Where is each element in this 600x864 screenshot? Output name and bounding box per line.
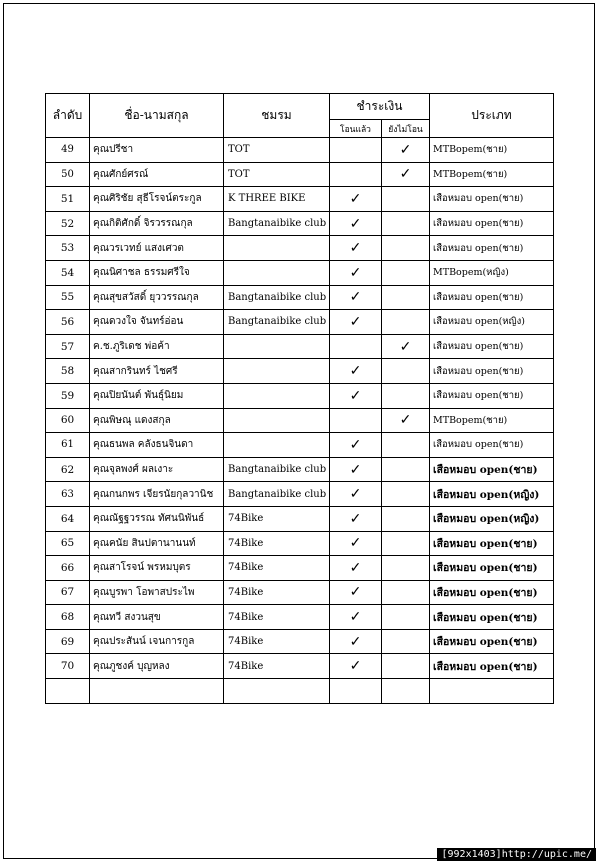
watermark: [992x1403]http://upic.me/ (437, 848, 596, 861)
paid-check: ✓ (330, 285, 382, 310)
row-club (224, 334, 330, 359)
row-number: 49 (46, 138, 90, 163)
unpaid-check (382, 236, 430, 261)
row-number: 57 (46, 334, 90, 359)
row-number: 68 (46, 605, 90, 630)
unpaid-check: ✓ (382, 334, 430, 359)
header-type: ประเภท (430, 94, 554, 138)
row-name: คุณพิษณุ แดงสกุล (90, 408, 224, 433)
row-number: 59 (46, 383, 90, 408)
row-number: 65 (46, 531, 90, 556)
row-club: 74Bike (224, 654, 330, 679)
paid-check: ✓ (330, 629, 382, 654)
paid-check (330, 334, 382, 359)
paid-check: ✓ (330, 482, 382, 507)
row-name: คุณสากรินทร์ ไชศรี (90, 359, 224, 384)
table-row (46, 556, 554, 581)
row-type: เสือหมอบ open(ชาย) (430, 654, 554, 679)
table-row (46, 408, 554, 433)
row-name: ค.ช.ภูริเดช พ่อค้า (90, 334, 224, 359)
row-type: เสือหมอบ open(ชาย) (430, 334, 554, 359)
row-number: 61 (46, 433, 90, 458)
row-type: เสือหมอบ open(ชาย) (430, 211, 554, 236)
row-type: เสือหมอบ open(ชาย) (430, 580, 554, 605)
row-name: คุณคนัย สินปตานานนท์ (90, 531, 224, 556)
row-club (224, 383, 330, 408)
table-row (46, 605, 554, 630)
paid-check (330, 138, 382, 163)
unpaid-check: ✓ (382, 138, 430, 163)
row-number: 62 (46, 457, 90, 482)
table-row (46, 334, 554, 359)
unpaid-check (382, 556, 430, 581)
header-name: ชื่อ-นามสกุล (90, 94, 224, 138)
table-row (46, 457, 554, 482)
row-name: คุณปรีชา (90, 138, 224, 163)
header-unpaid: ยังไม่โอน (382, 120, 430, 138)
row-name: คุณสาโรจน์ พรหมบุตร (90, 556, 224, 581)
row-club (224, 359, 330, 384)
header-payment: ชำระเงิน (330, 94, 430, 120)
paid-check: ✓ (330, 556, 382, 581)
row-club: Bangtanaibike club (224, 285, 330, 310)
row-club: TOT (224, 162, 330, 187)
unpaid-check (382, 457, 430, 482)
paid-check: ✓ (330, 211, 382, 236)
row-type: เสือหมอบ open(ชาย) (430, 556, 554, 581)
header-club: ชมรม (224, 94, 330, 138)
row-number: 50 (46, 162, 90, 187)
header-paid: โอนแล้ว (330, 120, 382, 138)
header-seq: ลำดับ (46, 94, 90, 138)
table-row (46, 211, 554, 236)
row-name: คุณวรเวทย์ แสงเศวต (90, 236, 224, 261)
paid-check: ✓ (330, 531, 382, 556)
row-type: เสือหมอบ open(ชาย) (430, 531, 554, 556)
table-row (46, 654, 554, 679)
unpaid-check (382, 187, 430, 212)
unpaid-check (382, 383, 430, 408)
paid-check: ✓ (330, 457, 382, 482)
row-club: 74Bike (224, 531, 330, 556)
paid-check: ✓ (330, 310, 382, 335)
row-type: เสือหมอบ open(ชาย) (430, 359, 554, 384)
unpaid-check (382, 654, 430, 679)
row-name: คุณศักย์ศรณ์ (90, 162, 224, 187)
row-club: 74Bike (224, 580, 330, 605)
table-row (46, 285, 554, 310)
empty-cell (430, 679, 554, 704)
row-number: 64 (46, 506, 90, 531)
table-row (46, 187, 554, 212)
paid-check: ✓ (330, 433, 382, 458)
row-name: คุณกนกพร เจียรนัยกุลวานิช (90, 482, 224, 507)
row-club: 74Bike (224, 605, 330, 630)
row-type: MTBopem(ชาย) (430, 162, 554, 187)
row-club (224, 433, 330, 458)
row-name: คุณทวี สงวนสุข (90, 605, 224, 630)
unpaid-check (382, 433, 430, 458)
table-row (46, 359, 554, 384)
table-row (46, 260, 554, 285)
row-number: 54 (46, 260, 90, 285)
row-type: เสือหมอบ open(ชาย) (430, 433, 554, 458)
empty-cell (90, 679, 224, 704)
unpaid-check (382, 580, 430, 605)
table-body (46, 138, 554, 704)
row-type: เสือหมอบ open(ชาย) (430, 629, 554, 654)
row-club: K THREE BIKE (224, 187, 330, 212)
row-name: คุณสุขสวัสดิ์ ยุววรรณกุล (90, 285, 224, 310)
table-row (46, 138, 554, 163)
unpaid-check (382, 260, 430, 285)
empty-cell (382, 679, 430, 704)
row-number: 66 (46, 556, 90, 581)
row-type: เสือหมอบ open(หญิง) (430, 482, 554, 507)
row-club: 74Bike (224, 506, 330, 531)
paid-check: ✓ (330, 654, 382, 679)
unpaid-check (382, 506, 430, 531)
row-number: 52 (46, 211, 90, 236)
row-name: คุณปิยนันต์ พันธุ์นิยม (90, 383, 224, 408)
table-row (46, 236, 554, 261)
row-name: คุณดวงใจ จันทร์อ่อน (90, 310, 224, 335)
unpaid-check (382, 482, 430, 507)
row-name: คุณจุลพงศ์ ผลเงาะ (90, 457, 224, 482)
empty-cell (330, 679, 382, 704)
row-type: MTBopem(ชาย) (430, 138, 554, 163)
table-row (46, 629, 554, 654)
row-number: 60 (46, 408, 90, 433)
paid-check: ✓ (330, 605, 382, 630)
row-club: Bangtanaibike club (224, 457, 330, 482)
paid-check: ✓ (330, 359, 382, 384)
row-type: เสือหมอบ open(ชาย) (430, 383, 554, 408)
unpaid-check: ✓ (382, 162, 430, 187)
table-row (46, 531, 554, 556)
row-type: เสือหมอบ open(หญิง) (430, 310, 554, 335)
row-name: คุณบูรพา โอพาสประไพ (90, 580, 224, 605)
row-name: คุณกิติศักดิ์ จิรวรรณกุล (90, 211, 224, 236)
unpaid-check (382, 211, 430, 236)
row-type: MTBopem(หญิง) (430, 260, 554, 285)
row-club: Bangtanaibike club (224, 310, 330, 335)
row-type: เสือหมอบ open(ชาย) (430, 605, 554, 630)
paid-check: ✓ (330, 506, 382, 531)
row-name: คุณประสันน์ เจนการกูล (90, 629, 224, 654)
row-type: เสือหมอบ open(หญิง) (430, 506, 554, 531)
unpaid-check: ✓ (382, 408, 430, 433)
table-row (46, 310, 554, 335)
row-club: 74Bike (224, 556, 330, 581)
row-number: 67 (46, 580, 90, 605)
row-name: คุณนิศาชล ธรรมศรีใจ (90, 260, 224, 285)
row-number: 69 (46, 629, 90, 654)
row-number: 55 (46, 285, 90, 310)
unpaid-check (382, 285, 430, 310)
table-row (46, 506, 554, 531)
paid-check: ✓ (330, 383, 382, 408)
row-club: Bangtanaibike club (224, 211, 330, 236)
table-row (46, 383, 554, 408)
header-row (46, 94, 554, 120)
row-type: เสือหมอบ open(ชาย) (430, 457, 554, 482)
row-club (224, 408, 330, 433)
row-club (224, 260, 330, 285)
paid-check: ✓ (330, 236, 382, 261)
row-name: คุณภูชงค์ บุญหลง (90, 654, 224, 679)
unpaid-check (382, 359, 430, 384)
paid-check (330, 408, 382, 433)
row-club: Bangtanaibike club (224, 482, 330, 507)
unpaid-check (382, 629, 430, 654)
paid-check (330, 162, 382, 187)
empty-cell (224, 679, 330, 704)
row-name: คุณณัฐฐวรรณ ทัศนนิพันธ์ (90, 506, 224, 531)
empty-cell (46, 679, 90, 704)
row-number: 70 (46, 654, 90, 679)
empty-row (46, 679, 554, 704)
unpaid-check (382, 605, 430, 630)
row-number: 51 (46, 187, 90, 212)
table-row (46, 482, 554, 507)
row-type: เสือหมอบ open(ชาย) (430, 187, 554, 212)
row-club: 74Bike (224, 629, 330, 654)
row-name: คุณธนพล คลังธนจินดา (90, 433, 224, 458)
paid-check: ✓ (330, 260, 382, 285)
table-row (46, 162, 554, 187)
row-club: TOT (224, 138, 330, 163)
row-name: คุณศิริชัย สุธีโรจน์ตระกูล (90, 187, 224, 212)
paid-check: ✓ (330, 187, 382, 212)
row-number: 63 (46, 482, 90, 507)
row-type: MTBopem(ชาย) (430, 408, 554, 433)
paid-check: ✓ (330, 580, 382, 605)
row-number: 56 (46, 310, 90, 335)
table-row (46, 580, 554, 605)
registration-table (45, 93, 554, 704)
row-type: เสือหมอบ open(ชาย) (430, 236, 554, 261)
unpaid-check (382, 531, 430, 556)
unpaid-check (382, 310, 430, 335)
row-number: 53 (46, 236, 90, 261)
row-type: เสือหมอบ open(ชาย) (430, 285, 554, 310)
row-number: 58 (46, 359, 90, 384)
table-row (46, 433, 554, 458)
row-club (224, 236, 330, 261)
